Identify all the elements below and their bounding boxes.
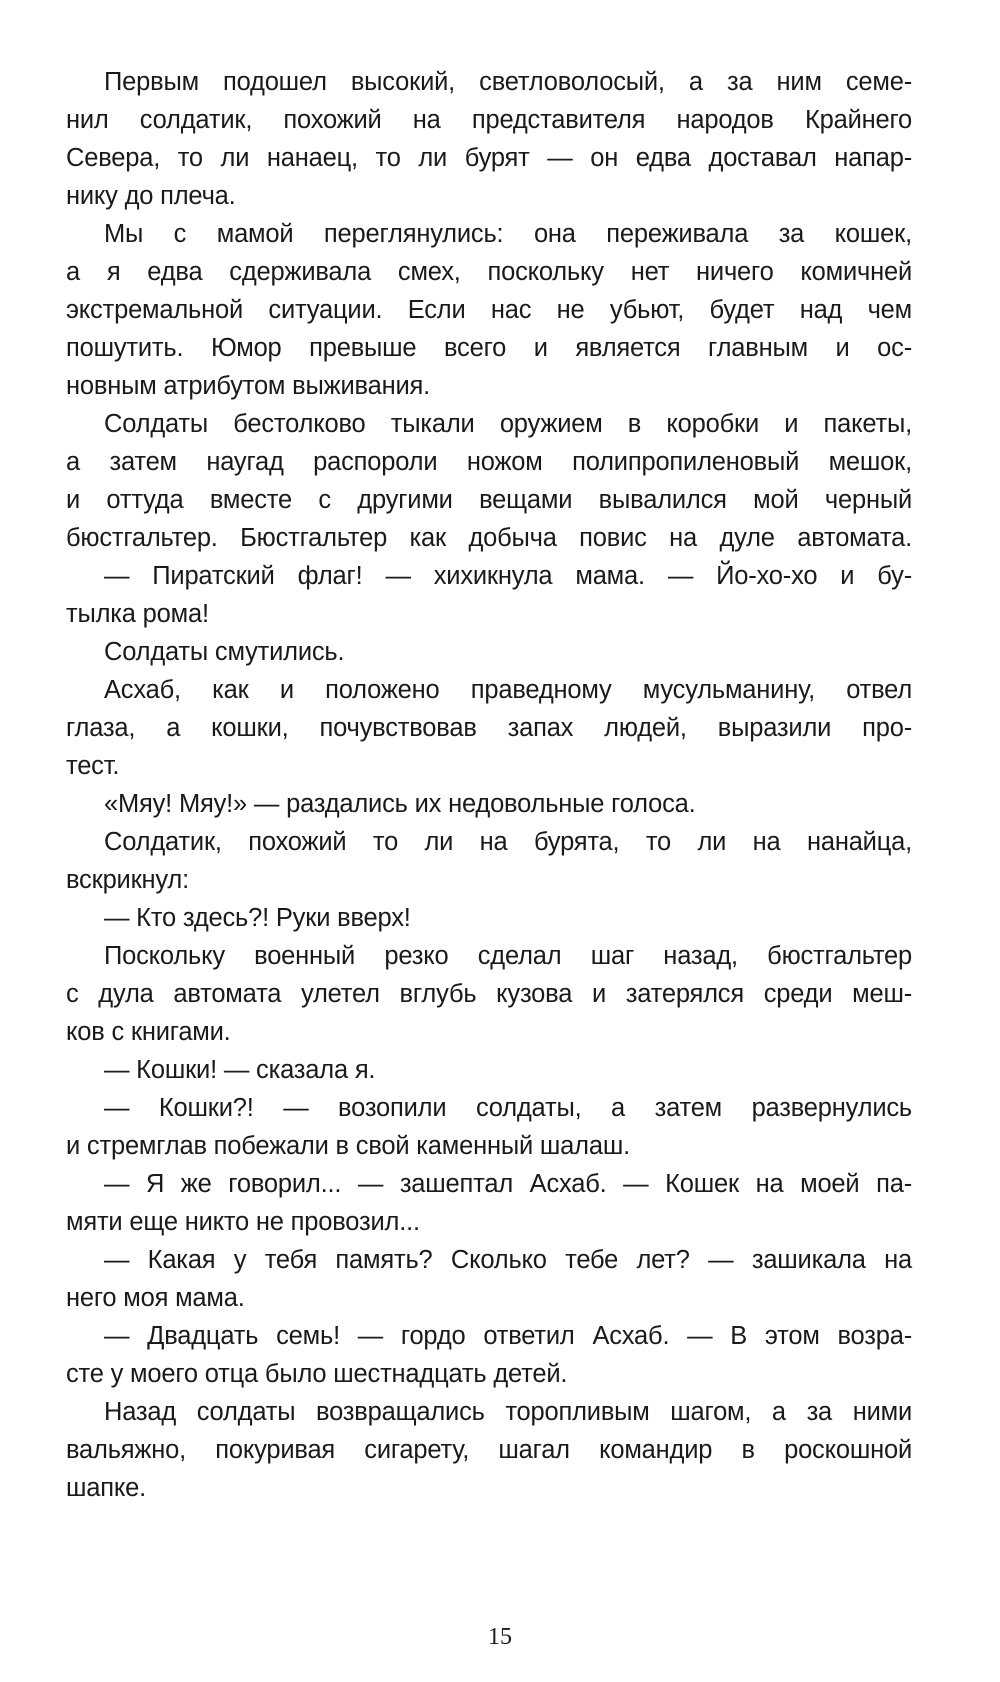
text-line: — Пиратский флаг! — хихикнула мама. — Йо-хо-хо и бу- (104, 562, 912, 590)
text-line: сте у моего отца было шестнадцать детей. (66, 1360, 568, 1388)
text-line: с дула автомата улетел вглубь кузова и затерялся среди меш- (66, 980, 912, 1008)
text-line: ков с книгами. (66, 1018, 231, 1046)
text-line: вскрикнул: (66, 866, 189, 894)
text-line: Назад солдаты возвращались торопливым шагом, а за ними (104, 1398, 912, 1426)
text-line: — Какая у тебя память? Сколько тебе лет? — зашикала на (104, 1246, 912, 1274)
text-line: Солдатик, похожий то ли на бурята, то ли на нанайца, (104, 828, 912, 856)
text-line: пошутить. Юмор превыше всего и является главным и ос- (66, 334, 912, 362)
text-line: Севера, то ли нанаец, то ли бурят — он едва доставал напар- (66, 144, 912, 172)
text-line: — Кошки?! — возопили солдаты, а затем развернулись (104, 1094, 912, 1122)
text-line: — Я же говорил... — зашептал Асхаб. — Кошек на моей па- (104, 1170, 912, 1198)
text-line: Солдаты смутились. (104, 638, 345, 666)
text-line: — Кошки! — сказала я. (104, 1056, 376, 1084)
text-line: Поскольку военный резко сделал шаг назад, бюстгальтер (104, 942, 912, 970)
text-line: бюстгальтер. Бюстгальтер как добыча повис на дуле автомата. (66, 524, 912, 552)
text-line: тест. (66, 752, 120, 780)
text-line: Мы с мамой переглянулись: она переживала за кошек, (104, 220, 912, 248)
text-line: — Кто здесь?! Руки вверх! (104, 904, 411, 932)
text-line: вальяжно, покуривая сигарету, шагал командир в роскошной (66, 1436, 912, 1464)
text-line: глаза, а кошки, почувствовав запах людей, выразили про- (66, 714, 912, 742)
text-line: «Мяу! Мяу!» — раздались их недовольные голоса. (104, 790, 696, 818)
text-line: Первым подошел высокий, светловолосый, а за ним семе- (104, 68, 912, 96)
text-line: нику до плеча. (66, 182, 236, 210)
text-line: тылка рома! (66, 600, 209, 628)
page-number: 15 (488, 1624, 512, 1650)
text-line: и стремглав побежали в свой каменный шалаш. (66, 1132, 630, 1160)
text-line: а затем наугад распороли ножом полипропиленовый мешок, (66, 448, 912, 476)
text-line: а я едва сдерживала смех, поскольку нет ничего комичней (66, 258, 912, 286)
text-line: мяти еще никто не провозил... (66, 1208, 420, 1236)
text-line: Солдаты бестолково тыкали оружием в коробки и пакеты, (104, 410, 912, 438)
text-line: него моя мама. (66, 1284, 245, 1312)
text-line: Асхаб, как и положено праведному мусульманину, отвел (104, 676, 912, 704)
text-line: нил солдатик, похожий на представителя народов Крайнего (66, 106, 912, 134)
text-line: новным атрибутом выживания. (66, 372, 430, 400)
text-line: и оттуда вместе с другими вещами вывалился мой черный (66, 486, 912, 514)
text-line: экстремальной ситуации. Если нас не убьют, будет над чем (66, 296, 912, 324)
text-line: шапке. (66, 1474, 146, 1502)
text-line: — Двадцать семь! — гордо ответил Асхаб. — В этом возра- (104, 1322, 912, 1350)
